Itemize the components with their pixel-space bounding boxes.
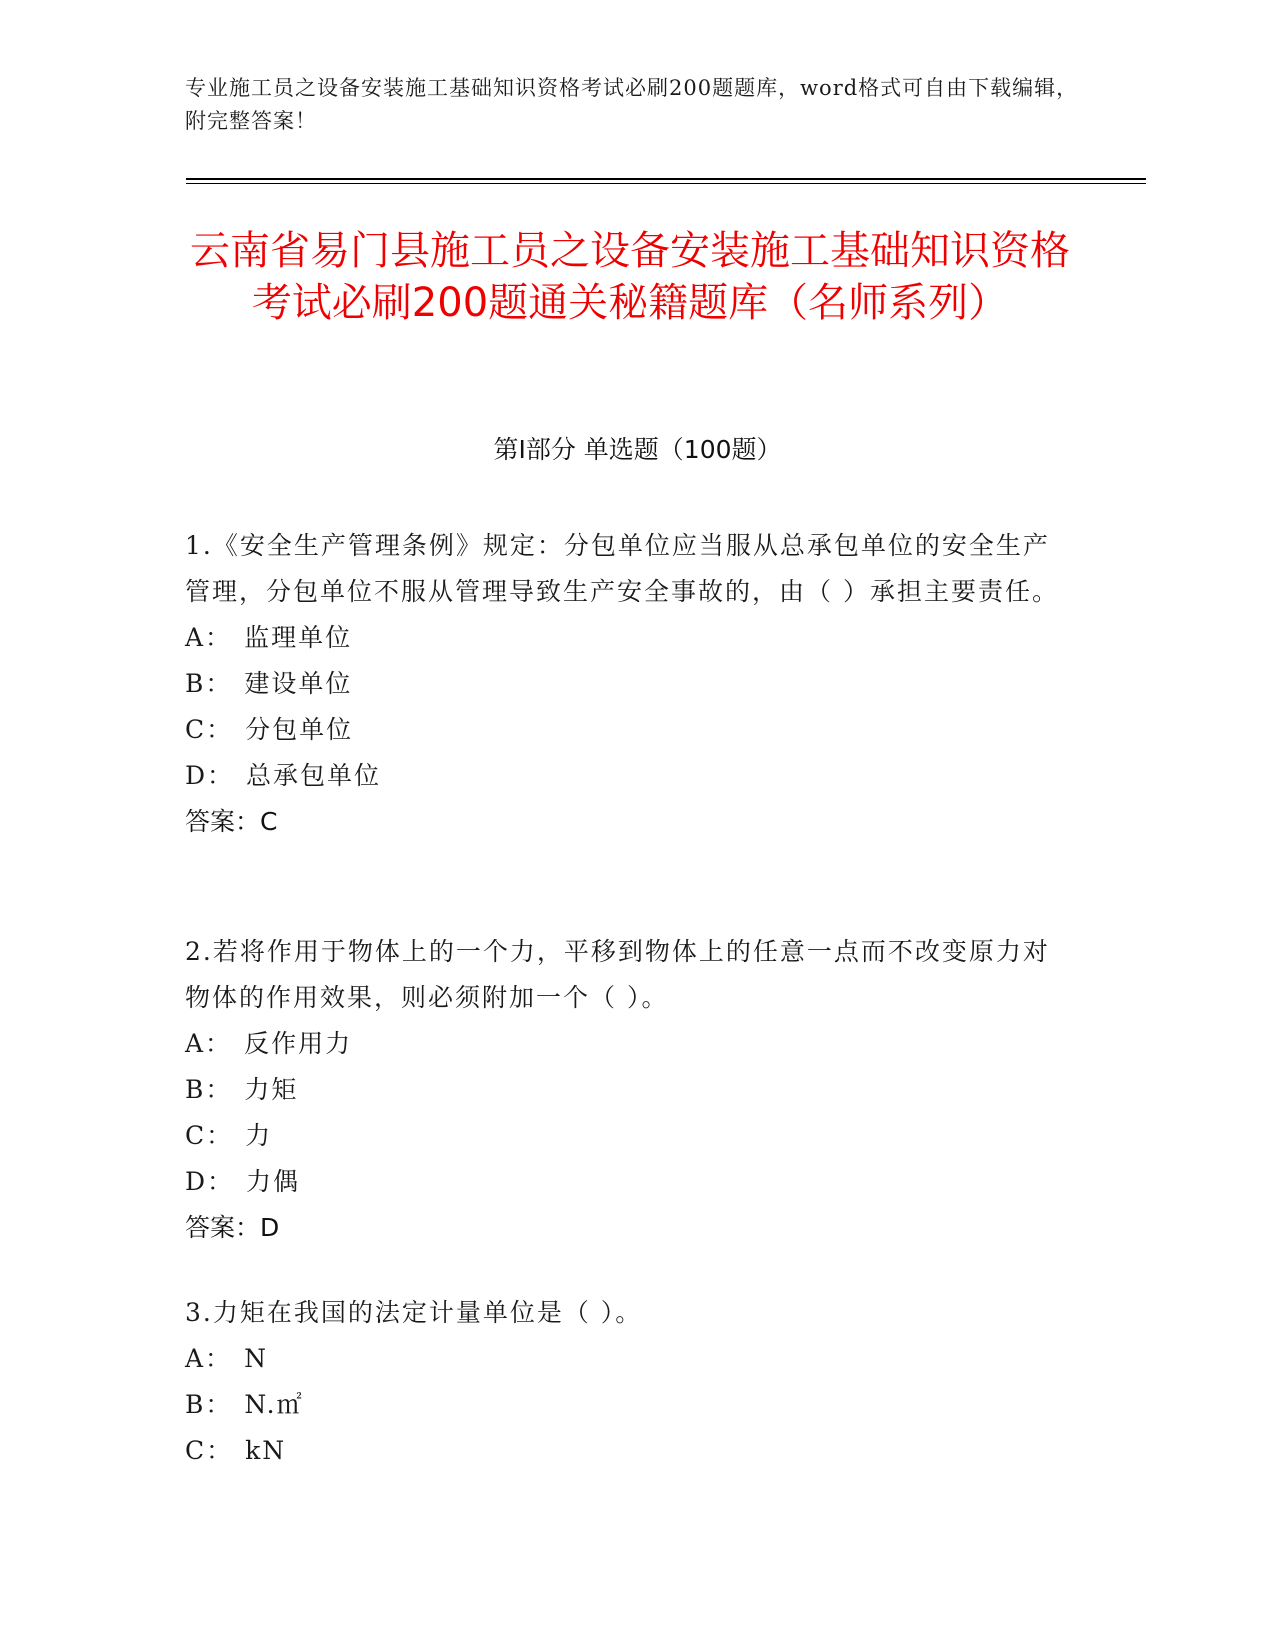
question-stem: 3.力矩在我国的法定计量单位是（ ）。 xyxy=(185,1298,643,1327)
option-b xyxy=(185,1067,1065,1113)
option-c xyxy=(185,1428,1065,1474)
option-text: kN xyxy=(245,1436,287,1465)
option-text: N.㎡ xyxy=(244,1390,304,1419)
header-divider-thin xyxy=(186,183,1146,184)
question-stem: 1.《安全生产管理条例》规定：分包单位应当服从总承包单位的安全生产管理，分包单位不服从管理导致生产安全事故的，由（ ）承担主要责任。 xyxy=(185,531,1059,606)
option-a xyxy=(185,1021,1065,1067)
option-key: B： xyxy=(185,1390,233,1419)
option-text: N xyxy=(244,1344,268,1373)
question-3 xyxy=(185,1290,1065,1474)
question-2 xyxy=(185,929,1065,1251)
option-text: 力偶 xyxy=(246,1167,301,1196)
option-b xyxy=(185,1382,1065,1428)
option-d xyxy=(185,1159,1065,1205)
option-key: A： xyxy=(185,1344,233,1373)
header-note: 专业施工员之设备安装施工基础知识资格考试必刷200题题库，word格式可自由下载编辑，附完整答案！ xyxy=(185,76,1079,133)
answer-line: 答案：C xyxy=(185,807,278,836)
document-title: 云南省易门县施工员之设备安装施工基础知识资格考试必刷200题通关秘籍题库（名师系列） xyxy=(190,228,1070,326)
option-key: B： xyxy=(185,1075,233,1104)
option-a xyxy=(185,1336,1065,1382)
option-text: 力 xyxy=(245,1121,273,1150)
option-text: 力矩 xyxy=(244,1075,299,1104)
option-b xyxy=(185,661,1065,707)
option-text: 反作用力 xyxy=(244,1029,353,1058)
option-d xyxy=(185,753,1065,799)
option-text: 监理单位 xyxy=(244,623,353,652)
option-text: 建设单位 xyxy=(244,669,353,698)
option-key: C： xyxy=(185,715,234,744)
option-c xyxy=(185,1113,1065,1159)
question-1 xyxy=(185,523,1065,845)
option-text: 总承包单位 xyxy=(246,761,382,790)
option-text: 分包单位 xyxy=(245,715,354,744)
option-key: C： xyxy=(185,1121,234,1150)
option-key: C： xyxy=(185,1436,234,1465)
option-c xyxy=(185,707,1065,753)
header-divider-thick xyxy=(186,178,1146,180)
option-key: A： xyxy=(185,1029,233,1058)
answer-line: 答案：D xyxy=(185,1213,280,1242)
question-stem: 2.若将作用于物体上的一个力，平移到物体上的任意一点而不改变原力对物体的作用效果，则必须附加一个（ ）。 xyxy=(185,937,1050,1012)
section-title: 第Ⅰ部分 单选题（100题） xyxy=(493,435,782,464)
option-key: A： xyxy=(185,623,233,652)
option-a xyxy=(185,615,1065,661)
option-key: D： xyxy=(185,1167,235,1196)
option-key: D： xyxy=(185,761,235,790)
option-key: B： xyxy=(185,669,233,698)
